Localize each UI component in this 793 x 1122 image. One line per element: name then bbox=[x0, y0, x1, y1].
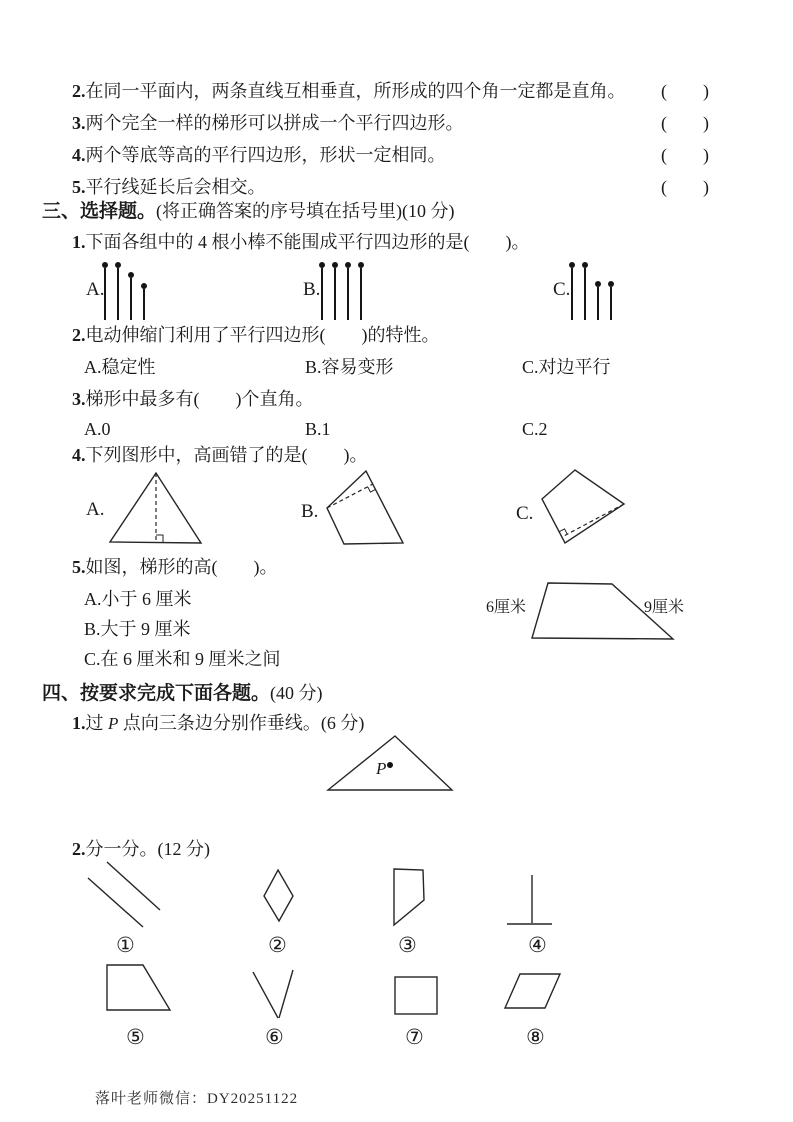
section3-title: 三、选择题。 bbox=[42, 201, 157, 222]
answer-blank: ( ) bbox=[661, 145, 709, 165]
section4-note: (40 分) bbox=[270, 683, 323, 703]
judge-text bbox=[72, 112, 464, 135]
section4-title: 四、按要求完成下面各题。 bbox=[42, 683, 271, 704]
stick bbox=[597, 287, 599, 320]
judge-text bbox=[72, 176, 266, 199]
judge-item-2 bbox=[72, 80, 709, 103]
left-side-length-label: 6厘米 bbox=[486, 599, 527, 616]
s3-q3-option-c: C.2 bbox=[522, 419, 548, 439]
stick-group-c-label: C. bbox=[553, 279, 571, 300]
judge-item-5 bbox=[72, 176, 709, 199]
stick-group-c bbox=[571, 258, 612, 320]
question-number: 5. bbox=[72, 557, 86, 577]
s3-q5-option-a: A.小于 6 厘米 bbox=[84, 589, 192, 609]
shape-label-8: ⑧ bbox=[526, 1025, 545, 1049]
question-number: 4. bbox=[72, 445, 86, 465]
right-angle-mark bbox=[156, 535, 163, 542]
shape-rhombus bbox=[255, 862, 305, 927]
shape-label-1: ① bbox=[116, 933, 135, 957]
s3-q2-option-a: A.稳定性 bbox=[84, 357, 156, 377]
shape-label-6: ⑥ bbox=[265, 1025, 284, 1049]
quad-figure-c bbox=[542, 470, 624, 543]
question-text: 电动伸缩门利用了平行四边形( )的特性。 bbox=[85, 325, 440, 345]
stick bbox=[360, 268, 362, 320]
stick bbox=[321, 268, 323, 320]
line bbox=[88, 878, 143, 927]
section4-heading bbox=[42, 682, 323, 706]
s3-q2-text bbox=[72, 324, 440, 347]
shape-label-5: ⑤ bbox=[126, 1025, 145, 1049]
item-number: 3. bbox=[72, 113, 86, 133]
question-text: 梯形中最多有( )个直角。 bbox=[85, 389, 314, 409]
s3-q4-label-b: B. bbox=[301, 501, 319, 522]
s3-q4-label-a: A. bbox=[86, 499, 105, 520]
s3-q5-text bbox=[72, 556, 278, 579]
answer-blank: ( ) bbox=[661, 177, 709, 197]
question-number: 3. bbox=[72, 389, 86, 409]
judge-text bbox=[72, 80, 626, 103]
answer-blank: ( ) bbox=[661, 113, 709, 133]
item-text: 在同一平面内，两条直线互相垂直，所形成的四个角一定都是直角。 bbox=[85, 81, 626, 101]
shape-parallel-lines bbox=[80, 855, 170, 935]
stick bbox=[130, 278, 132, 320]
stick-group-a bbox=[104, 258, 145, 320]
s3-q3-text bbox=[72, 388, 314, 411]
shape-label-3: ③ bbox=[398, 933, 417, 957]
shape-label-7: ⑦ bbox=[405, 1025, 424, 1049]
stick bbox=[347, 268, 349, 320]
shape-perpendicular-lines bbox=[500, 862, 560, 932]
shape-right-trapezoid bbox=[100, 960, 180, 1020]
s3-q3-option-b: B.1 bbox=[305, 419, 331, 439]
s3-q2-option-b: B.容易变形 bbox=[305, 357, 394, 377]
height-line bbox=[562, 504, 624, 537]
question-text: 分一分。 bbox=[85, 839, 158, 859]
point-p-label bbox=[376, 757, 393, 780]
right-side-length-label: 9厘米 bbox=[644, 599, 685, 616]
question-number: 2. bbox=[72, 325, 86, 345]
line bbox=[279, 970, 293, 1018]
s3-q5-option-b: B.大于 9 厘米 bbox=[84, 619, 191, 639]
s3-q4-label-c: C. bbox=[516, 503, 534, 524]
question-text: 下面各组中的 4 根小棒不能围成平行四边形的是( )。 bbox=[85, 232, 530, 252]
shape-pentagon bbox=[385, 862, 435, 932]
judge-text bbox=[72, 144, 446, 167]
stick bbox=[117, 268, 119, 320]
item-number: 4. bbox=[72, 145, 86, 165]
point-p-text: P bbox=[376, 759, 387, 778]
section3-note: (将正确答案的序号填在括号里)(10 分) bbox=[156, 201, 455, 221]
answer-blank: ( ) bbox=[661, 81, 709, 101]
height-line bbox=[327, 484, 373, 508]
stick-group-a-label: A. bbox=[86, 279, 105, 300]
stick bbox=[610, 287, 612, 320]
parallelogram bbox=[505, 974, 560, 1008]
question-text: 过 bbox=[85, 713, 108, 733]
pentagon bbox=[394, 869, 424, 925]
footer-watermark: 落叶老师微信：DY20251122 bbox=[95, 1091, 299, 1107]
s3-q2-option-c: C.对边平行 bbox=[522, 357, 611, 377]
item-text: 两个等底等高的平行四边形，形状一定相同。 bbox=[85, 145, 446, 165]
question-text: 下列图形中，高画错了的是( )。 bbox=[85, 445, 368, 465]
item-text: 平行线延长后会相交。 bbox=[85, 177, 266, 197]
question-number: 1. bbox=[72, 232, 86, 252]
shape-label-2: ② bbox=[268, 933, 287, 957]
stick-group-b bbox=[321, 258, 362, 320]
rhombus bbox=[264, 870, 293, 921]
judge-item-4 bbox=[72, 144, 709, 167]
question-number: 1. bbox=[72, 713, 86, 733]
shape-label-4: ④ bbox=[528, 933, 547, 957]
shape-square bbox=[390, 970, 445, 1025]
item-number: 5. bbox=[72, 177, 86, 197]
stick bbox=[143, 289, 145, 320]
shape-angle-v bbox=[245, 965, 305, 1025]
judge-item-3 bbox=[72, 112, 709, 135]
s3-q5-option-c: C.在 6 厘米和 9 厘米之间 bbox=[84, 649, 281, 669]
stick bbox=[571, 268, 573, 320]
question-text: 如图，梯形的高( )。 bbox=[85, 557, 278, 577]
point-dot bbox=[387, 762, 393, 768]
stick bbox=[104, 268, 106, 320]
shape-parallelogram bbox=[500, 968, 575, 1023]
score-note: (6 分) bbox=[320, 713, 365, 733]
question-text: 点向三条边分别作垂线。 bbox=[118, 713, 321, 733]
question-number: 2. bbox=[72, 839, 86, 859]
stick bbox=[334, 268, 336, 320]
item-text: 两个完全一样的梯形可以拼成一个平行四边形。 bbox=[85, 113, 464, 133]
item-number: 2. bbox=[72, 81, 86, 101]
s3-q3-option-a: A.0 bbox=[84, 419, 111, 439]
trapezoid bbox=[107, 965, 170, 1010]
s3-q1-text bbox=[72, 231, 530, 254]
point-p-reference: P bbox=[108, 714, 119, 733]
score-note: (12 分) bbox=[157, 839, 210, 859]
quad-figure-b bbox=[327, 471, 403, 544]
stick bbox=[584, 268, 586, 320]
q4-figures bbox=[85, 458, 645, 558]
stick-group-b-label: B. bbox=[303, 279, 321, 300]
section3-heading bbox=[42, 200, 455, 224]
line bbox=[253, 972, 278, 1018]
square bbox=[395, 977, 437, 1014]
